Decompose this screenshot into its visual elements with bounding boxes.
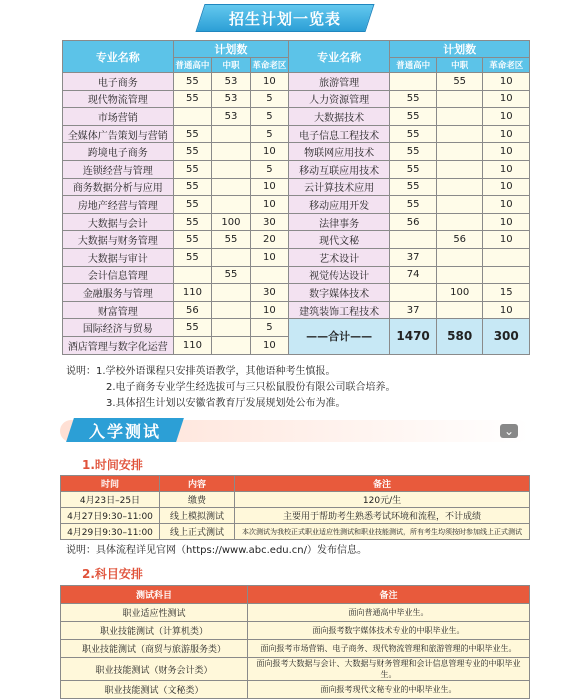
major-name: 全媒体广告策划与营销 (63, 125, 174, 143)
plan-vocational: 55 (212, 231, 251, 249)
major-name: 艺术设计 (289, 248, 390, 266)
plan-vocational (436, 108, 483, 126)
plan-oldarea: 10 (483, 160, 530, 178)
plan-oldarea: 10 (483, 213, 530, 231)
major-name: 现代文秘 (289, 231, 390, 249)
plan-vocational: 100 (436, 284, 483, 302)
plan-oldarea: 10 (483, 301, 530, 319)
plan-vocational (436, 248, 483, 266)
plan-highschool: 55 (173, 196, 212, 214)
plan-highschool (390, 231, 437, 249)
plan-highschool: 55 (173, 125, 212, 143)
total-highschool: 1470 (390, 319, 437, 354)
major-name: 法律事务 (289, 213, 390, 231)
table-row (63, 160, 530, 178)
subject-note: 面向报考大数据与会计、大数据与财务管理和会计信息管理专业的中职毕业生。 (248, 658, 530, 681)
plan-oldarea: 10 (250, 336, 288, 354)
schedule-content: 线上模拟测试 (160, 508, 235, 524)
plan-vocational (436, 160, 483, 178)
major-name: 数字媒体技术 (289, 284, 390, 302)
plan-oldarea: 10 (483, 108, 530, 126)
plan-highschool: 55 (390, 178, 437, 196)
plan-highschool: 37 (390, 248, 437, 266)
plan-highschool: 74 (390, 266, 437, 284)
major-name: 物联网应用技术 (289, 143, 390, 161)
table-row (63, 196, 530, 214)
table-row (63, 248, 530, 266)
plan-oldarea: 5 (250, 125, 288, 143)
plan-highschool: 55 (390, 196, 437, 214)
plan-vocational: 55 (436, 73, 483, 91)
plan-oldarea: 10 (483, 90, 530, 108)
banner-title: 招生计划一览表 (228, 9, 341, 28)
plan-oldarea: 10 (250, 301, 288, 319)
plan-highschool: 55 (173, 178, 212, 196)
plan-oldarea: 5 (250, 108, 288, 126)
major-name: 视觉传达设计 (289, 266, 390, 284)
major-name: 电子信息工程技术 (289, 125, 390, 143)
schedule-note: 本次测试为我校正式职业适应性测试和职业技能测试，所有考生均须按时参加线上正式测试 (235, 524, 530, 540)
total-label: ——合计—— (289, 319, 390, 354)
table-row (63, 73, 530, 91)
plan-highschool (173, 108, 212, 126)
plan-oldarea: 10 (250, 73, 288, 91)
plan-vocational: 55 (212, 266, 251, 284)
plan-oldarea: 30 (250, 284, 288, 302)
major-name: 旅游管理 (289, 73, 390, 91)
plan-oldarea: 10 (483, 178, 530, 196)
plan-highschool: 55 (173, 90, 212, 108)
table-row (63, 143, 530, 161)
subjects-header-note: 备注 (248, 586, 530, 604)
plan-oldarea: 10 (483, 231, 530, 249)
schedule-note: 120元/生 (235, 492, 530, 508)
left-sub-header-vocational: 中职 (212, 58, 251, 73)
plan-vocational (212, 196, 251, 214)
plan-oldarea: 5 (250, 319, 288, 337)
left-major-header: 专业名称 (63, 41, 174, 73)
schedule-note: 主要用于帮助考生熟悉考试环境和流程，不计成绩 (235, 508, 530, 524)
major-name: 商务数据分析与应用 (63, 178, 174, 196)
page-banner (200, 4, 370, 32)
plan-oldarea: 5 (250, 160, 288, 178)
plan-highschool (390, 73, 437, 91)
table-row (63, 108, 530, 126)
major-name: 会计信息管理 (63, 266, 174, 284)
plan-vocational: 53 (212, 90, 251, 108)
table-row (61, 640, 530, 658)
table-row (63, 90, 530, 108)
table-row (63, 284, 530, 302)
table-row (63, 231, 530, 249)
schedule-title: 1.时间安排 (82, 458, 143, 472)
subjects-table (60, 585, 530, 699)
table-row (61, 524, 530, 540)
total-oldarea: 300 (483, 319, 530, 354)
plan-highschool (173, 266, 212, 284)
left-plan-header: 计划数 (173, 41, 289, 58)
right-sub-header-vocational: 中职 (436, 58, 483, 73)
plan-highschool: 56 (173, 301, 212, 319)
table-row (61, 681, 530, 699)
plan-highschool: 55 (173, 231, 212, 249)
major-name: 大数据与财务管理 (63, 231, 174, 249)
plan-oldarea: 5 (250, 90, 288, 108)
right-major-header: 专业名称 (289, 41, 390, 73)
chevron-down-icon: ⌄ (500, 424, 518, 438)
schedule-content: 缴费 (160, 492, 235, 508)
subject-note: 面向普通高中毕业生。 (248, 604, 530, 622)
plan-highschool: 55 (173, 213, 212, 231)
table-row (61, 604, 530, 622)
plan-vocational (436, 266, 483, 284)
plan-highschool: 55 (390, 125, 437, 143)
plan-vocational (212, 143, 251, 161)
schedule-content: 线上正式测试 (160, 524, 235, 540)
major-name: 酒店管理与数字化运营 (63, 336, 174, 354)
plan-highschool: 55 (390, 160, 437, 178)
subject-note: 面向报考数字媒体技术专业的中职毕业生。 (248, 622, 530, 640)
subject-name: 职业技能测试（计算机类） (61, 622, 248, 640)
schedule-header-content: 内容 (160, 476, 235, 492)
table-row (61, 658, 530, 681)
plan-oldarea (483, 266, 530, 284)
major-name: 跨境电子商务 (63, 143, 174, 161)
plan-vocational: 100 (212, 213, 251, 231)
plan-vocational (436, 196, 483, 214)
total-vocational: 580 (436, 319, 483, 354)
plan-oldarea: 10 (483, 196, 530, 214)
schedule-time: 4月27日9:30–11:00 (61, 508, 160, 524)
note-line-1: 说明：1.学校外语课程只安排英语教学，其他语种考生慎报。 (66, 366, 336, 377)
table-row (63, 213, 530, 231)
schedule-header-time: 时间 (61, 476, 160, 492)
plan-highschool: 55 (173, 319, 212, 337)
schedule-table (60, 475, 530, 540)
table-row (63, 125, 530, 143)
subject-name: 职业技能测试（文秘类） (61, 681, 248, 699)
plan-highschool: 55 (173, 248, 212, 266)
major-name: 财富管理 (63, 301, 174, 319)
plan-vocational (212, 301, 251, 319)
schedule-header-note: 备注 (235, 476, 530, 492)
plan-vocational (436, 143, 483, 161)
note-line-3: 3.具体招生计划以安徽省教育厅发展规划处公布为准。 (106, 398, 346, 409)
left-sub-header-highschool: 普通高中 (173, 58, 212, 73)
subjects-header-subject: 测试科目 (61, 586, 248, 604)
table-row (63, 301, 530, 319)
plan-highschool: 55 (173, 160, 212, 178)
plan-vocational (436, 178, 483, 196)
plan-vocational (212, 178, 251, 196)
plan-oldarea: 10 (250, 178, 288, 196)
plan-highschool: 55 (173, 143, 212, 161)
left-sub-header-oldarea: 革命老区 (250, 58, 288, 73)
major-name: 房地产经营与管理 (63, 196, 174, 214)
enrollment-plan-table (62, 40, 530, 355)
plan-oldarea: 10 (483, 73, 530, 91)
major-name: 大数据与审计 (63, 248, 174, 266)
major-name: 大数据与会计 (63, 213, 174, 231)
plan-vocational: 53 (212, 108, 251, 126)
plan-vocational (436, 301, 483, 319)
major-name: 云计算技术应用 (289, 178, 390, 196)
right-sub-header-highschool: 普通高中 (390, 58, 437, 73)
right-sub-header-oldarea: 革命老区 (483, 58, 530, 73)
schedule-footnote-text: 说明：具体流程详见官网（https://www.abc.edu.cn/）发布信息。 (66, 545, 368, 556)
plan-oldarea: 10 (483, 125, 530, 143)
major-name: 人力资源管理 (289, 90, 390, 108)
plan-vocational (436, 125, 483, 143)
plan-oldarea: 10 (483, 143, 530, 161)
plan-vocational (212, 319, 251, 337)
major-name: 连锁经营与管理 (63, 160, 174, 178)
entrance-test-section-header (60, 420, 530, 442)
table-row (63, 178, 530, 196)
table-row (61, 508, 530, 524)
table-row (61, 492, 530, 508)
plan-vocational (212, 336, 251, 354)
plan-vocational (212, 160, 251, 178)
plan-highschool: 55 (390, 108, 437, 126)
plan-highschool: 55 (173, 73, 212, 91)
plan-oldarea: 15 (483, 284, 530, 302)
plan-vocational: 56 (436, 231, 483, 249)
plan-vocational (212, 248, 251, 266)
subjects-title: 2.科目安排 (82, 567, 143, 581)
plan-highschool: 55 (390, 143, 437, 161)
plan-vocational: 53 (212, 73, 251, 91)
table-row (63, 266, 530, 284)
note-line-2: 2.电子商务专业学生经选拔可与三只松鼠股份有限公司联合培养。 (106, 382, 396, 393)
plan-highschool: 110 (173, 284, 212, 302)
schedule-time: 4月23日–25日 (61, 492, 160, 508)
plan-oldarea (483, 248, 530, 266)
plan-oldarea: 10 (250, 143, 288, 161)
plan-oldarea (250, 266, 288, 284)
schedule-footnote (66, 541, 367, 556)
schedule-time: 4月29日9:30–11:00 (61, 524, 160, 540)
major-name: 现代物流管理 (63, 90, 174, 108)
major-name: 移动应用开发 (289, 196, 390, 214)
major-name: 电子商务 (63, 73, 174, 91)
major-name: 大数据技术 (289, 108, 390, 126)
table-row (63, 319, 530, 337)
plan-highschool: 55 (390, 90, 437, 108)
major-name: 市场营销 (63, 108, 174, 126)
major-name: 金融服务与管理 (63, 284, 174, 302)
subject-name: 职业技能测试（财务会计类） (61, 658, 248, 681)
plan-highschool: 110 (173, 336, 212, 354)
plan-vocational (436, 90, 483, 108)
plan-highschool: 56 (390, 213, 437, 231)
plan-vocational (436, 213, 483, 231)
subject-note: 面向报考现代文秘专业的中职毕业生。 (248, 681, 530, 699)
plan-oldarea: 10 (250, 196, 288, 214)
major-name: 国际经济与贸易 (63, 319, 174, 337)
major-name: 建筑装饰工程技术 (289, 301, 390, 319)
subject-name: 职业适应性测试 (61, 604, 248, 622)
plan-vocational (212, 125, 251, 143)
plan-oldarea: 10 (250, 248, 288, 266)
plan-highschool (390, 284, 437, 302)
plan-notes (66, 364, 396, 412)
plan-vocational (212, 284, 251, 302)
table-row (61, 622, 530, 640)
subject-name: 职业技能测试（商贸与旅游服务类） (61, 640, 248, 658)
plan-highschool: 37 (390, 301, 437, 319)
section-title: 入学测试 (88, 421, 161, 441)
plan-oldarea: 20 (250, 231, 288, 249)
plan-oldarea: 30 (250, 213, 288, 231)
major-name: 移动互联应用技术 (289, 160, 390, 178)
subject-note: 面向报考市场营销、电子商务、现代物流管理和旅游管理的中职毕业生。 (248, 640, 530, 658)
right-plan-header: 计划数 (390, 41, 530, 58)
